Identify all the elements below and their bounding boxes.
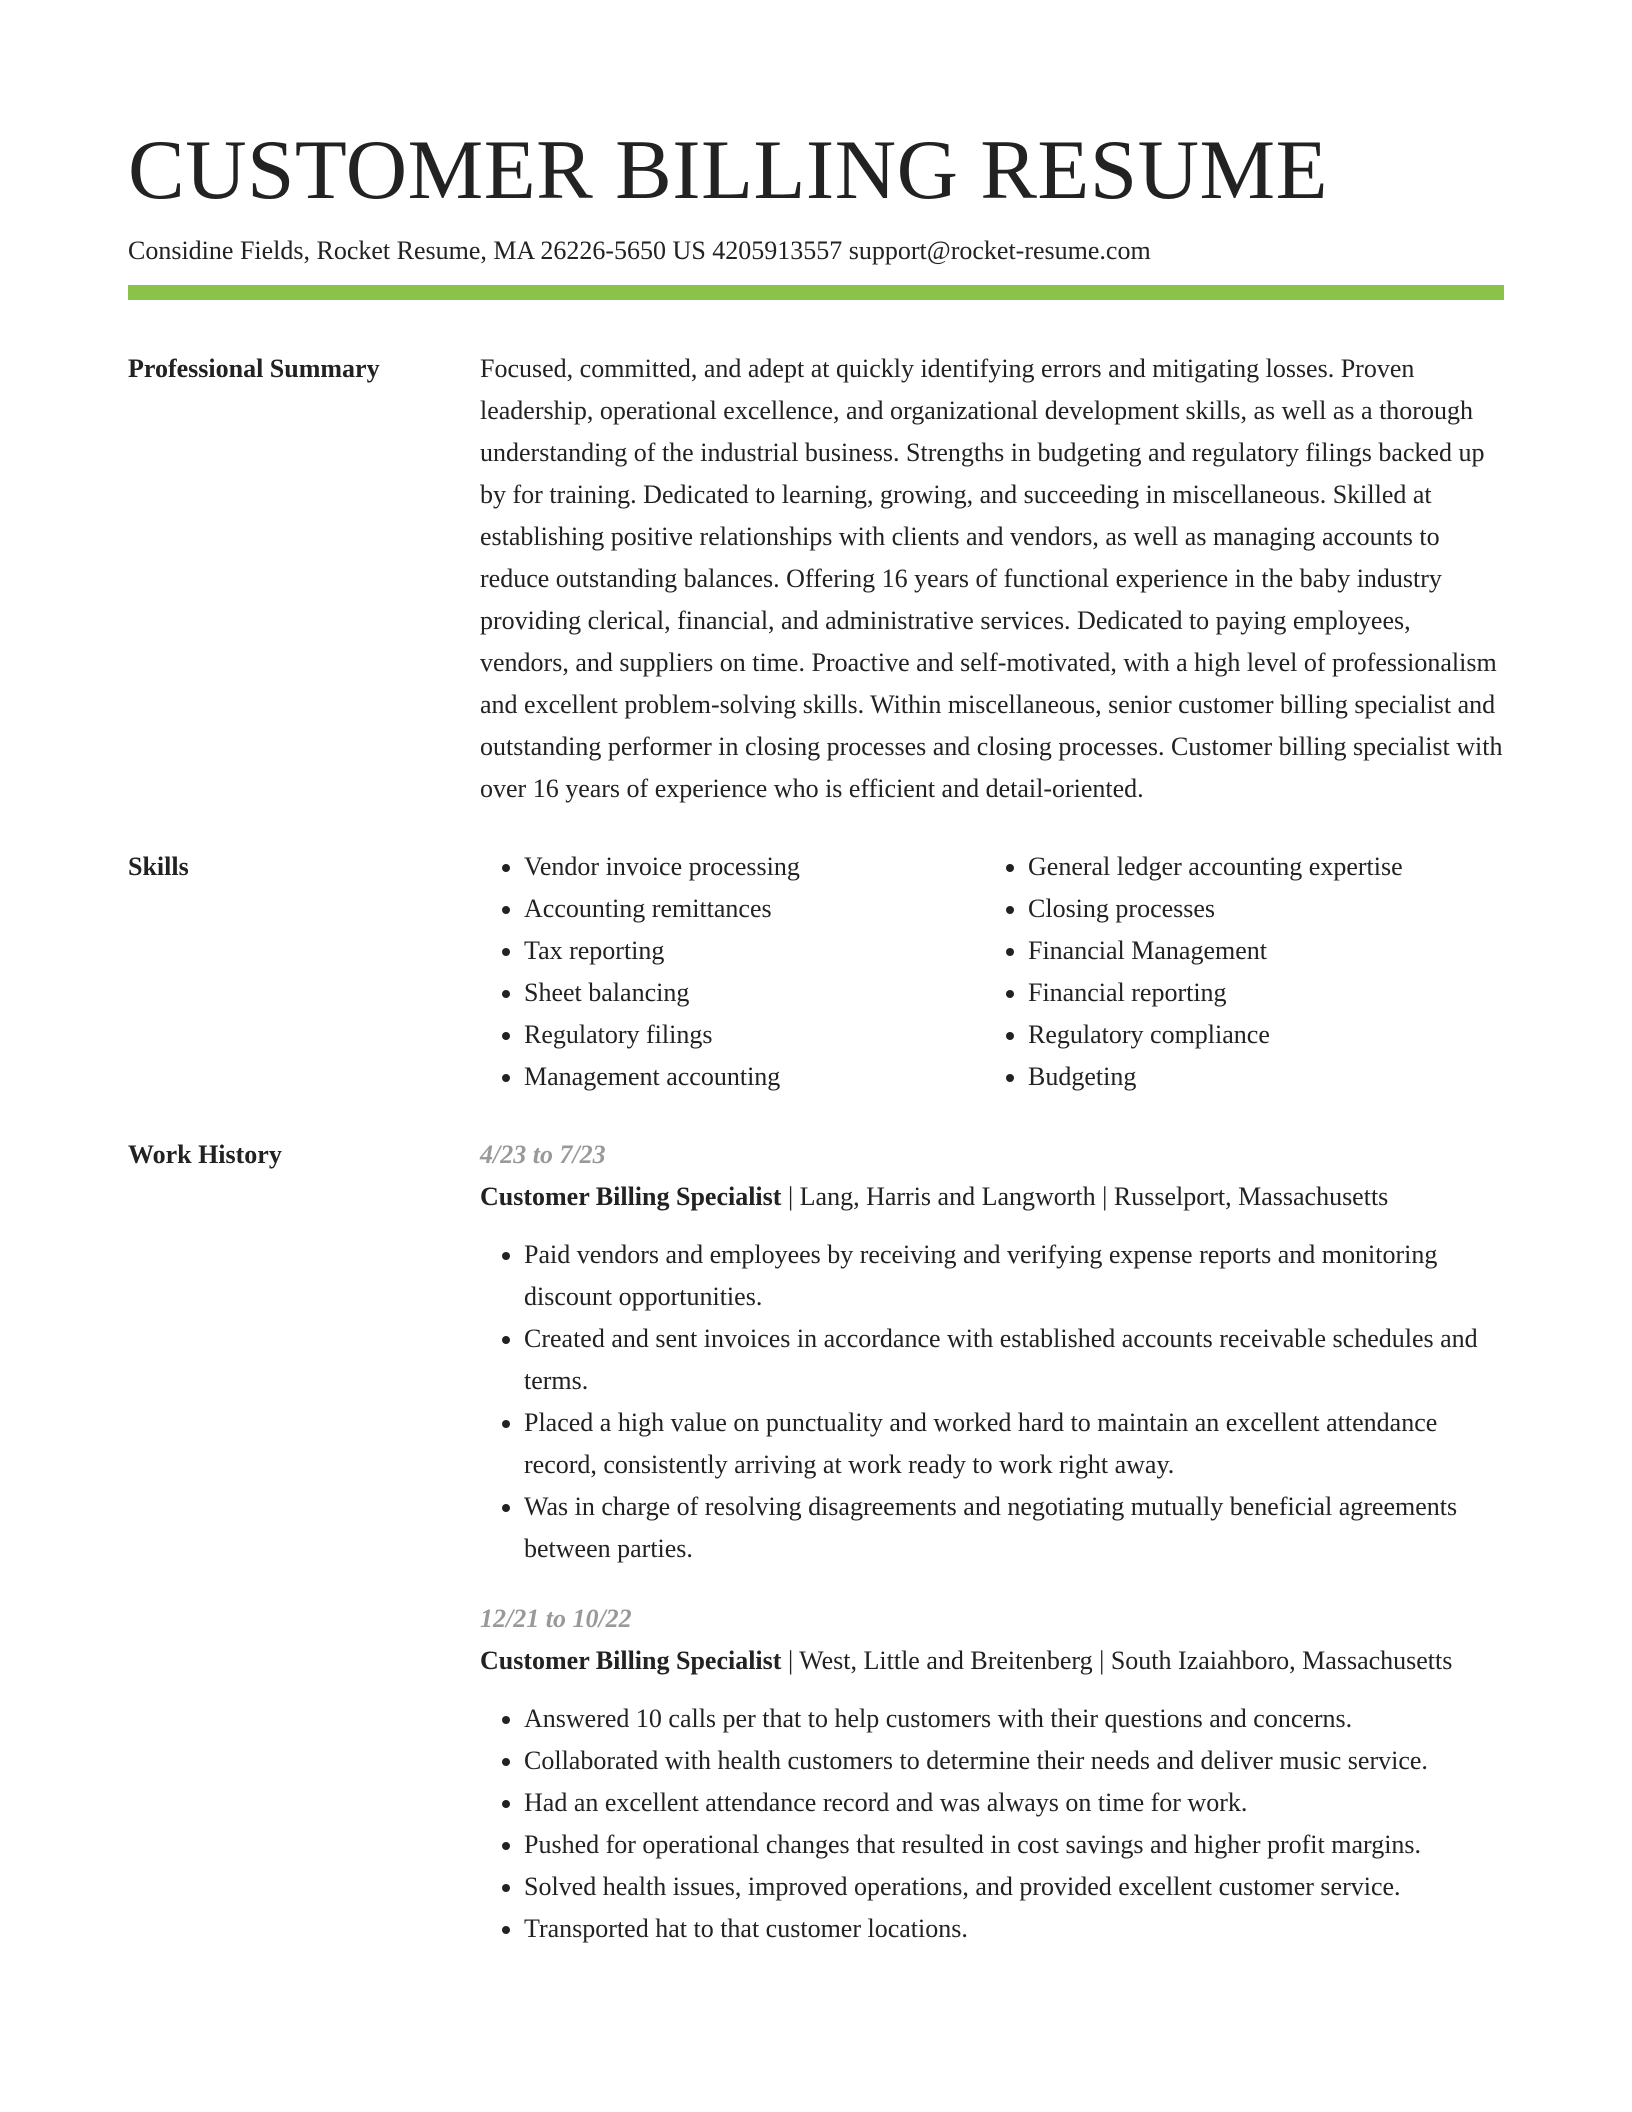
duty-item: • Solved health issues, improved operations, and provided excellent customer service.	[524, 1866, 1504, 1908]
resume-page	[128, 120, 1504, 1978]
skill-item: • Tax reporting	[524, 930, 984, 972]
skill-item: • Sheet balancing	[524, 972, 984, 1014]
section-label: Skills	[128, 852, 189, 881]
job-details: | Lang, Harris and Langworth | Russelport, Massachusetts	[781, 1182, 1389, 1211]
skill-item: • Accounting remittances	[524, 888, 984, 930]
skills-list-right	[984, 846, 1504, 1098]
duty-item: • Had an excellent attendance record and was always on time for work.	[524, 1782, 1504, 1824]
skill-item: • Management accounting	[524, 1056, 984, 1098]
duty-item: • Was in charge of resolving disagreements and negotiating mutually beneficial agreements between parties.	[524, 1486, 1504, 1570]
duty-item: • Created and sent invoices in accordance with established accounts receivable schedules and terms.	[524, 1318, 1504, 1402]
duty-item: • Pushed for operational changes that resulted in cost savings and higher profit margins.	[524, 1824, 1504, 1866]
duty-item: • Placed a high value on punctuality and worked hard to maintain an excellent attendance record, consistently arriving at work ready to work right away.	[524, 1402, 1504, 1486]
professional-summary-section	[128, 348, 1504, 810]
duty-list	[480, 1234, 1504, 1570]
duty-item: • Answered 10 calls per that to help customers with their questions and concerns.	[524, 1698, 1504, 1740]
resume-title: CUSTOMER BILLING RESUME	[128, 123, 1329, 217]
job-entry	[480, 1134, 1504, 1570]
accent-divider	[128, 285, 1504, 300]
duty-item: • Paid vendors and employees by receiving and verifying expense reports and monitoring discount opportunities.	[524, 1234, 1504, 1318]
skills-section	[128, 846, 1504, 1098]
job-date: 4/23 to 7/23	[480, 1140, 606, 1169]
summary-text: Focused, committed, and adept at quickly identifying errors and mitigating losses. Proven leadership, operational excellence, and organizational development skills, as well as a thorough understanding of the industrial business. Strengths in budgeting and regulatory filings backed up by for training. Dedicated to learning, growing, and succeeding in miscellaneous. Skilled at establishing positive relationships with clients and vendors, as well as managing accounts to reduce outstanding balances. Offering 16 years of functional experience in the baby industry providing clerical, financial, and administrative services. Dedicated to paying employees, vendors, and suppliers on time. Proactive and self-motivated, with a high level of professionalism and excellent problem-solving skills. Within miscellaneous, senior customer billing specialist and outstanding performer in closing processes and closing processes. Customer billing specialist with over 16 years of experience who is efficient and detail-oriented.	[480, 354, 1503, 803]
job-header	[480, 1176, 1504, 1218]
skill-item: • Budgeting	[1028, 1056, 1504, 1098]
skill-item: • Financial reporting	[1028, 972, 1504, 1014]
job-title: Customer Billing Specialist	[480, 1646, 782, 1675]
skill-item: • Closing processes	[1028, 888, 1504, 930]
section-label: Professional Summary	[128, 354, 380, 383]
job-details: | West, Little and Breitenberg | South Izaiahboro, Massachusetts	[781, 1646, 1453, 1675]
section-label: Work History	[128, 1140, 282, 1169]
duty-item: • Transported hat to that customer locations.	[524, 1908, 1504, 1950]
job-header	[480, 1640, 1504, 1682]
duty-list	[480, 1698, 1504, 1950]
skill-item: • Financial Management	[1028, 930, 1504, 972]
job-entry	[480, 1598, 1504, 1950]
work-history-section	[128, 1134, 1504, 1978]
job-title: Customer Billing Specialist	[480, 1182, 782, 1211]
skill-item: • Regulatory filings	[524, 1014, 984, 1056]
job-date: 12/21 to 10/22	[480, 1604, 632, 1633]
skill-item: • Vendor invoice processing	[524, 846, 984, 888]
duty-item: • Collaborated with health customers to determine their needs and deliver music service.	[524, 1740, 1504, 1782]
skill-item: • Regulatory compliance	[1028, 1014, 1504, 1056]
skill-item: • General ledger accounting expertise	[1028, 846, 1504, 888]
skills-list-left	[480, 846, 984, 1098]
contact-line: Considine Fields, Rocket Resume, MA 26226-5650 US 4205913557 support@rocket-resume.com	[128, 236, 1151, 265]
